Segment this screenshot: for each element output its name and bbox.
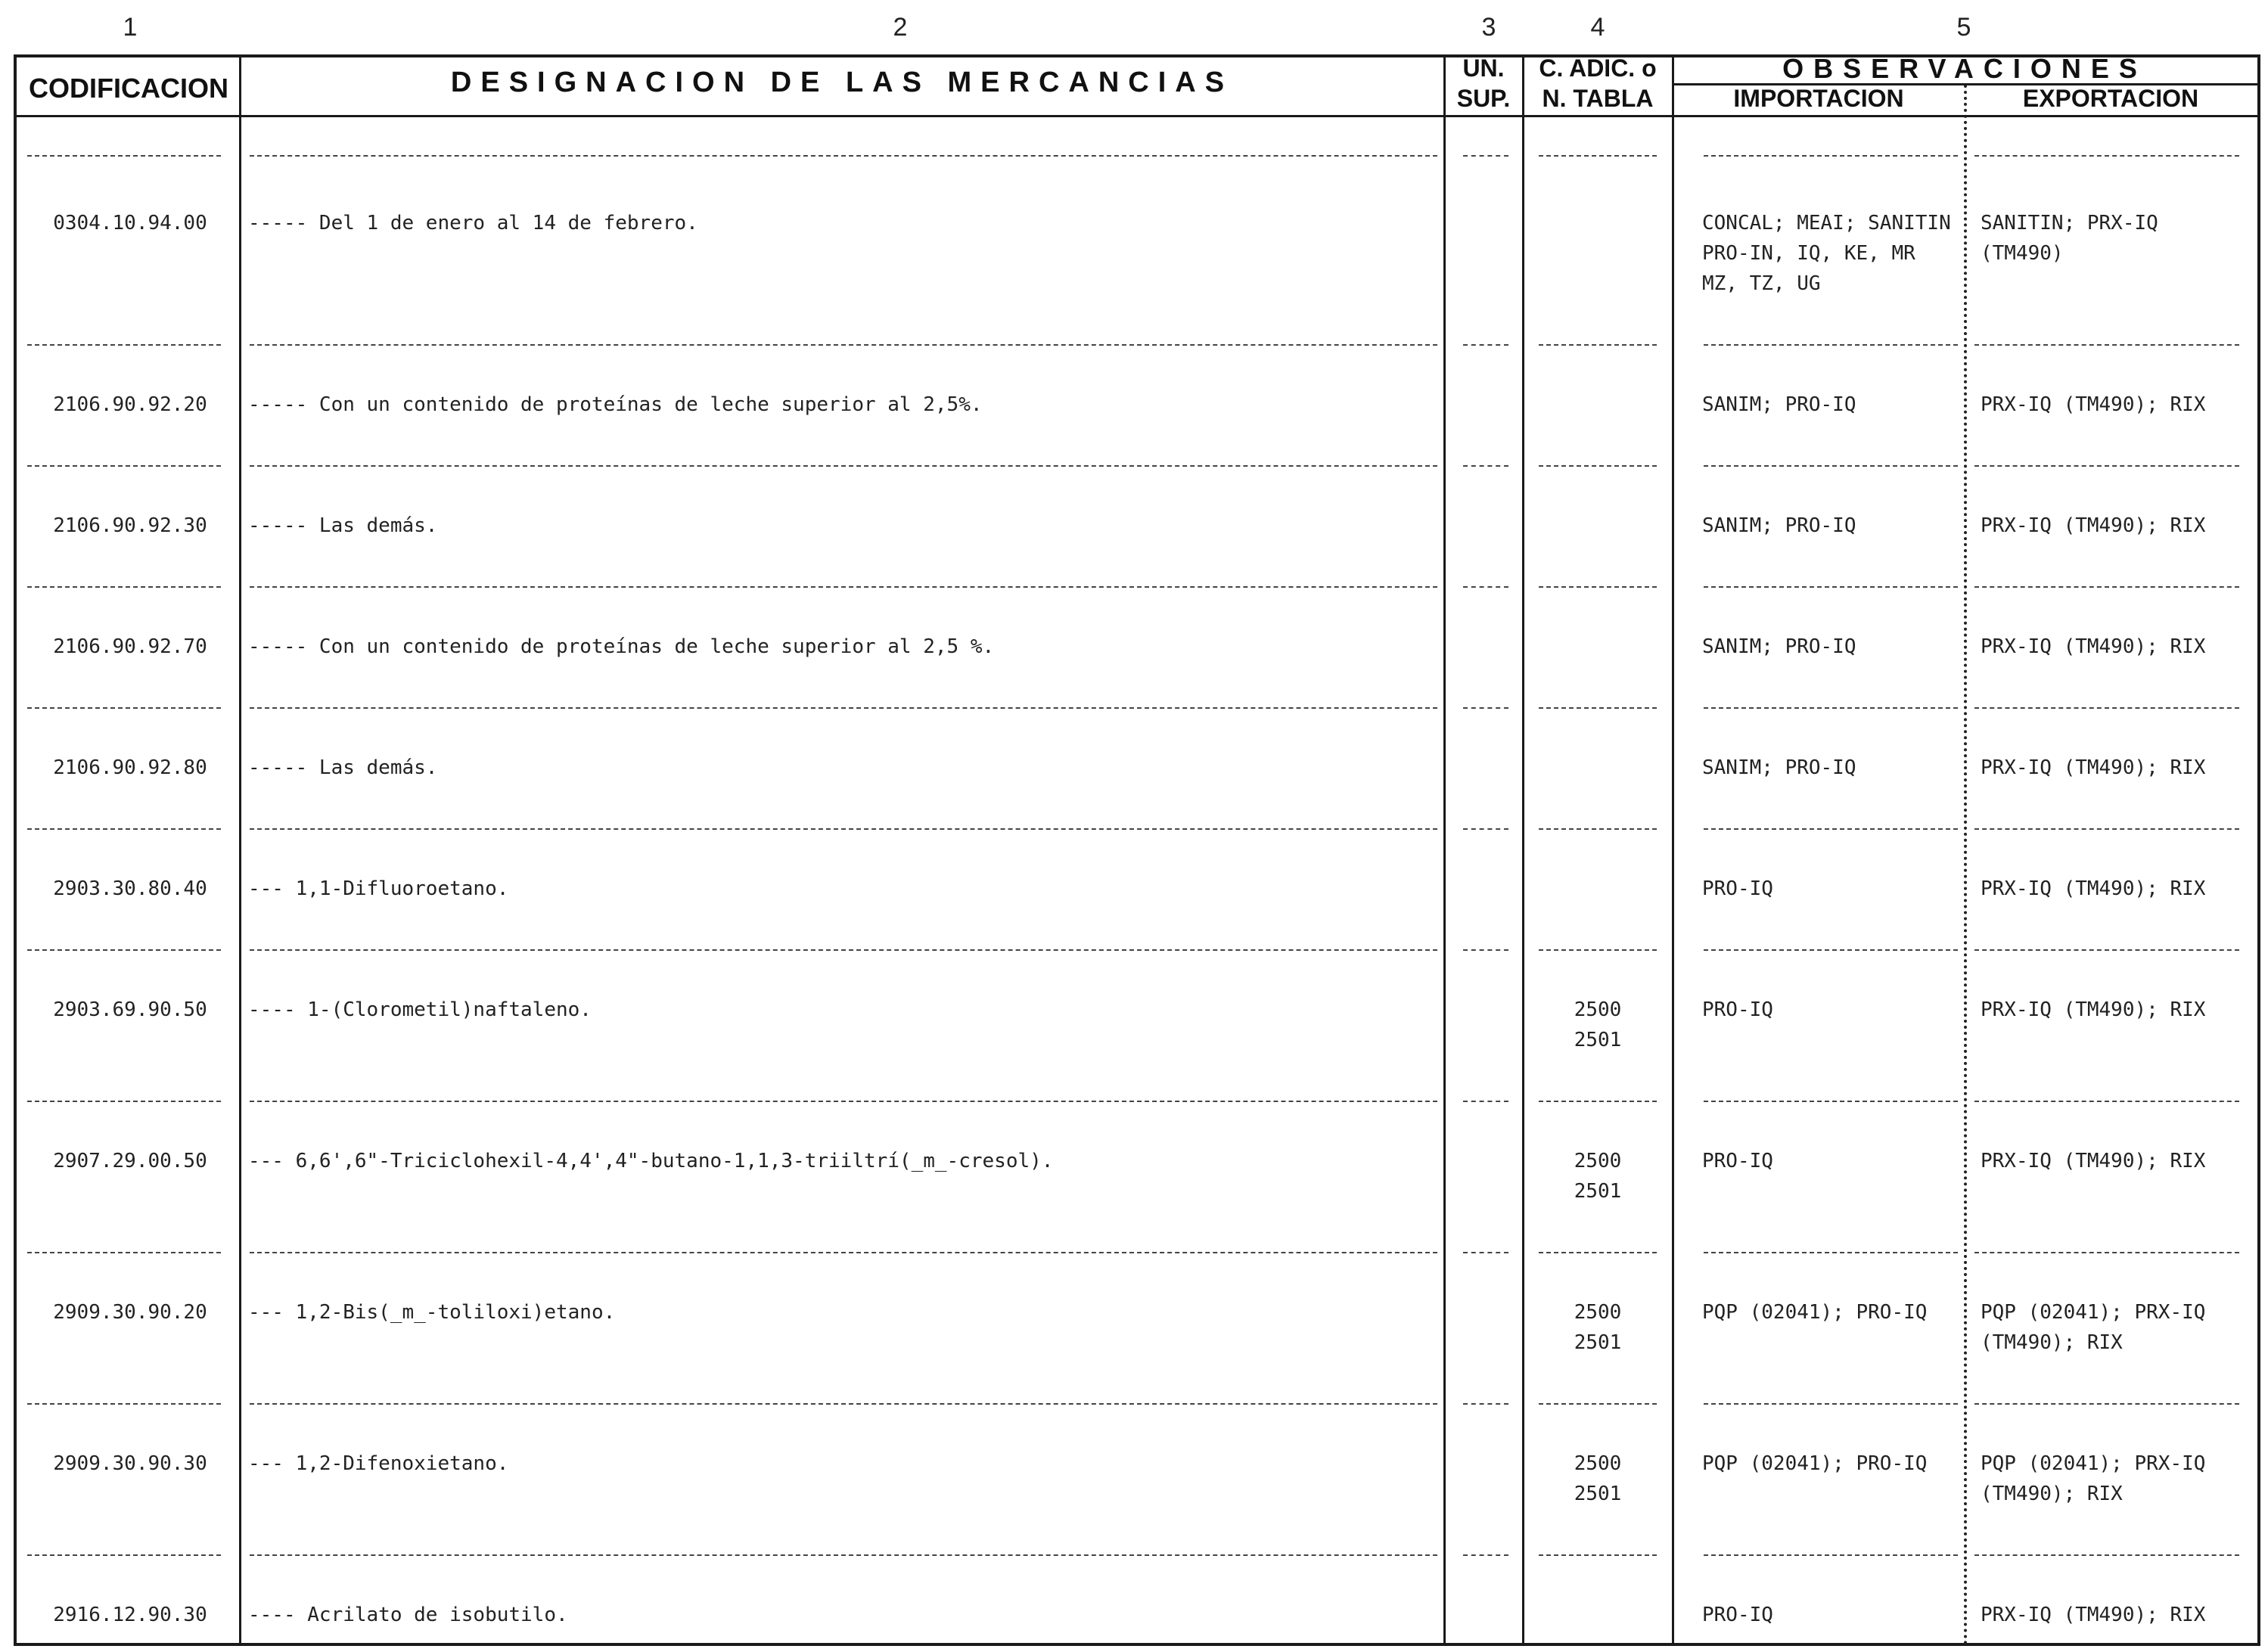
row-tabla: 2500 2501 xyxy=(1574,998,1622,1051)
row-separator xyxy=(1539,586,1657,588)
row-separator xyxy=(1974,949,2239,951)
row-code: 2903.69.90.50 xyxy=(53,998,207,1021)
row-code: 2903.30.80.40 xyxy=(53,877,207,900)
row-exportacion: PRX-IQ (TM490); RIX xyxy=(1981,998,2206,1021)
row-exportacion: PRX-IQ (TM490); RIX xyxy=(1981,635,2206,658)
row-separator xyxy=(250,828,1437,830)
row-separator xyxy=(1974,586,2239,588)
row-separator xyxy=(1539,155,1657,157)
row-code: 2106.90.92.20 xyxy=(53,393,207,416)
row-separator xyxy=(1463,1252,1508,1253)
row-description: --- 6,6',6"-Triciclohexil-4,4',4"-butano-1,1,3-triiltrí(_m_-cresol). xyxy=(248,1150,1054,1172)
row-separator xyxy=(250,1101,1437,1102)
row-separator xyxy=(1704,1101,1958,1102)
row-separator xyxy=(1539,344,1657,346)
row-separator xyxy=(250,1554,1437,1556)
row-exportacion: PRX-IQ (TM490); RIX xyxy=(1981,1150,2206,1172)
row-exportacion: SANITIN; PRX-IQ (TM490) xyxy=(1981,212,2158,265)
row-separator xyxy=(1704,949,1958,951)
row-separator xyxy=(1974,1554,2239,1556)
row-exportacion: PQP (02041); PRX-IQ (TM490); RIX xyxy=(1981,1301,2206,1354)
row-exportacion: PRX-IQ (TM490); RIX xyxy=(1981,514,2206,537)
row-separator xyxy=(1974,828,2239,830)
row-separator xyxy=(27,155,221,157)
row-separator xyxy=(1539,1403,1657,1405)
row-code: 2909.30.90.30 xyxy=(53,1452,207,1475)
row-code: 2106.90.92.30 xyxy=(53,514,207,537)
row-separator xyxy=(1463,155,1508,157)
row-separator xyxy=(250,155,1437,157)
row-code: 2909.30.90.20 xyxy=(53,1301,207,1324)
row-separator xyxy=(1463,707,1508,709)
row-separator xyxy=(250,1403,1437,1405)
observaciones-divider xyxy=(1964,85,1967,1646)
row-importacion: SANIM; PRO-IQ xyxy=(1702,514,1856,537)
row-separator xyxy=(1539,1252,1657,1253)
row-tabla: 2500 2501 xyxy=(1574,1452,1622,1505)
row-description: ----- Con un contenido de proteínas de leche superior al 2,5%. xyxy=(248,393,983,416)
row-separator xyxy=(1463,828,1508,830)
row-separator xyxy=(1463,465,1508,467)
row-separator xyxy=(1974,707,2239,709)
row-separator xyxy=(1539,465,1657,467)
row-exportacion: PRX-IQ (TM490); RIX xyxy=(1981,393,2206,416)
row-importacion: PRO-IQ xyxy=(1702,1604,1773,1626)
row-separator xyxy=(1704,586,1958,588)
row-separator xyxy=(250,344,1437,346)
header-bottom-rule xyxy=(14,115,2260,117)
row-importacion: SANIM; PRO-IQ xyxy=(1702,635,1856,658)
column-number-2: 2 xyxy=(893,13,908,42)
row-tabla: 2500 2501 xyxy=(1574,1301,1622,1354)
row-separator xyxy=(1539,949,1657,951)
row-separator xyxy=(27,344,221,346)
row-description: ---- Acrilato de isobutilo. xyxy=(248,1604,568,1626)
row-importacion: PRO-IQ xyxy=(1702,877,1773,900)
header-cadic-line1: C. ADIC. o xyxy=(1539,54,1657,82)
row-importacion: PRO-IQ xyxy=(1702,1150,1773,1172)
row-tabla: 2500 2501 xyxy=(1574,1150,1622,1203)
row-separator xyxy=(27,1554,221,1556)
row-separator xyxy=(1704,1554,1958,1556)
row-separator xyxy=(27,828,221,830)
header-codificacion: CODIFICACION xyxy=(29,73,228,104)
column-number-5: 5 xyxy=(1956,13,1971,42)
row-separator xyxy=(1704,1252,1958,1253)
row-description: ----- Las demás. xyxy=(248,756,438,779)
row-importacion: PRO-IQ xyxy=(1702,998,1773,1021)
row-separator xyxy=(1463,1554,1508,1556)
row-code: 2916.12.90.30 xyxy=(53,1604,207,1626)
row-code: 2907.29.00.50 xyxy=(53,1150,207,1172)
column-divider xyxy=(239,54,241,1646)
row-separator xyxy=(1539,1101,1657,1102)
header-un-sup xyxy=(1445,53,1522,113)
row-exportacion: PRX-IQ (TM490); RIX xyxy=(1981,756,2206,779)
row-exportacion: PQP (02041); PRX-IQ (TM490); RIX xyxy=(1981,1452,2206,1505)
row-separator xyxy=(1704,1403,1958,1405)
row-description: --- 1,2-Bis(_m_-toliloxi)etano. xyxy=(248,1301,616,1324)
header-designacion: DESIGNACION DE LAS MERCANCIAS xyxy=(450,67,1234,98)
row-separator xyxy=(1463,344,1508,346)
row-description: ----- Las demás. xyxy=(248,514,438,537)
row-separator xyxy=(27,586,221,588)
row-separator xyxy=(1704,465,1958,467)
header-importacion: IMPORTACION xyxy=(1733,85,1904,112)
column-divider xyxy=(1672,54,1674,1646)
row-separator xyxy=(1463,1101,1508,1102)
row-separator xyxy=(1539,1554,1657,1556)
row-separator xyxy=(1704,828,1958,830)
row-separator xyxy=(27,1403,221,1405)
row-separator xyxy=(1704,155,1958,157)
row-separator xyxy=(250,707,1437,709)
row-separator xyxy=(1463,586,1508,588)
row-separator xyxy=(1974,1252,2239,1253)
row-separator xyxy=(250,1252,1437,1253)
row-separator xyxy=(1974,1101,2239,1102)
row-code: 0304.10.94.00 xyxy=(53,212,207,234)
row-importacion: SANIM; PRO-IQ xyxy=(1702,756,1856,779)
row-separator xyxy=(250,949,1437,951)
row-importacion: CONCAL; MEAI; SANITIN PRO-IN, IQ, KE, MR MZ, TZ, UG xyxy=(1702,212,1951,295)
row-separator xyxy=(250,586,1437,588)
row-importacion: PQP (02041); PRO-IQ xyxy=(1702,1452,1928,1475)
header-c-adic xyxy=(1524,53,1672,113)
row-separator xyxy=(27,1101,221,1102)
row-separator xyxy=(27,707,221,709)
row-separator xyxy=(1704,344,1958,346)
row-description: --- 1,2-Difenoxietano. xyxy=(248,1452,509,1475)
row-description: ---- 1-(Clorometil)naftaleno. xyxy=(248,998,592,1021)
row-exportacion: PRX-IQ (TM490); RIX xyxy=(1981,1604,2206,1626)
row-separator xyxy=(27,465,221,467)
row-separator xyxy=(1974,465,2239,467)
row-separator xyxy=(1539,828,1657,830)
row-separator xyxy=(27,949,221,951)
header-cadic-line2: N. TABLA xyxy=(1542,85,1654,112)
header-un-line2: SUP. xyxy=(1456,85,1511,112)
header-observaciones: OBSERVACIONES xyxy=(1782,53,2147,84)
row-description: ----- Con un contenido de proteínas de leche superior al 2,5 %. xyxy=(248,635,995,658)
row-separator xyxy=(250,465,1437,467)
row-importacion: PQP (02041); PRO-IQ xyxy=(1702,1301,1928,1324)
row-separator xyxy=(27,1252,221,1253)
row-separator xyxy=(1974,1403,2239,1405)
row-code: 2106.90.92.80 xyxy=(53,756,207,779)
row-separator xyxy=(1463,949,1508,951)
row-separator xyxy=(1463,1403,1508,1405)
column-divider xyxy=(1443,54,1446,1646)
row-code: 2106.90.92.70 xyxy=(53,635,207,658)
row-separator xyxy=(1974,344,2239,346)
row-description: ----- Del 1 de enero al 14 de febrero. xyxy=(248,212,698,234)
row-separator xyxy=(1704,707,1958,709)
header-un-line1: UN. xyxy=(1462,54,1505,82)
column-number-4: 4 xyxy=(1590,13,1605,42)
header-exportacion: EXPORTACION xyxy=(2022,85,2199,112)
row-importacion: SANIM; PRO-IQ xyxy=(1702,393,1856,416)
row-separator xyxy=(1974,155,2239,157)
column-divider xyxy=(1522,54,1524,1646)
row-separator xyxy=(1539,707,1657,709)
column-number-3: 3 xyxy=(1481,13,1496,42)
row-description: --- 1,1-Difluoroetano. xyxy=(248,877,509,900)
column-number-1: 1 xyxy=(123,13,138,42)
row-exportacion: PRX-IQ (TM490); RIX xyxy=(1981,877,2206,900)
